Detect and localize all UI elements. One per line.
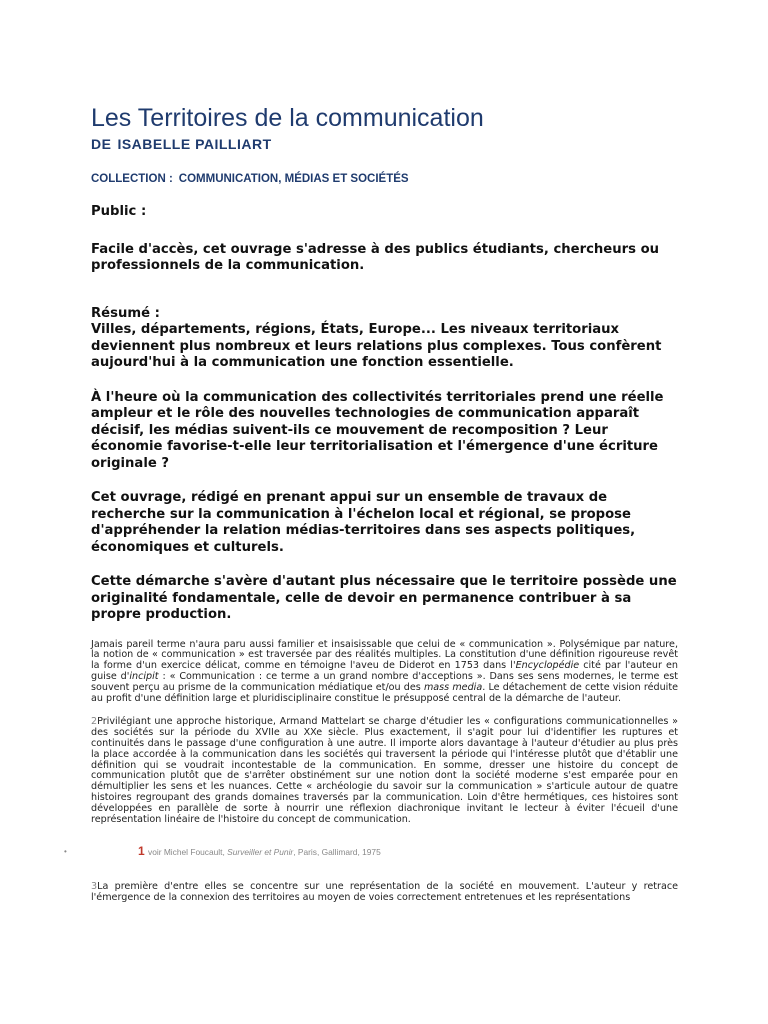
- footnote-book-title: Surveiller et Punir: [227, 847, 294, 857]
- author-prefix: DE: [91, 136, 112, 152]
- footnote-text: [148, 847, 381, 857]
- collection-name: COMMUNICATION, MÉDIAS ET SOCIÉTÉS: [178, 173, 409, 185]
- bullet-icon: •: [64, 847, 67, 856]
- collection-label: COLLECTION :: [91, 173, 173, 185]
- resume-paragraph-3: Cet ouvrage, rédigé en prenant appui sur un ensemble de travaux de recherche sur la communication à l'échelon local et régional, se propose d'appréhender la relation médias-territoires dans ses aspects politiques, économiques et culturels.: [91, 490, 636, 555]
- body-text: : « Communication : ce terme a un grand nombre d'acceptions ». Dans ses sens modernes, le terme est souvent perçu au prisme de la communication médiatique et/ou des: [91, 671, 679, 694]
- page-title: Les Territoires de la communication: [91, 104, 484, 132]
- collection-line: [91, 173, 678, 185]
- body-italic: mass media: [423, 682, 483, 694]
- body-italic: Encyclopédie: [515, 660, 580, 672]
- body-text: Jamais pareil terme n'aura paru aussi familier et insaisissable que celui de « communication ». Polysémique par nature, la notion de « communication » est traversée par des réalités multiples. La constitution d'une définition rigoureuse revêt la forme d'un exercice délicat, comme en témoigne l'aveu de Diderot en 1753 dans l': [91, 638, 678, 672]
- resume-paragraph-1: Villes, départements, régions, États, Europe... Les niveaux territoriaux deviennent plus nombreux et leurs relations plus complexes. Tous confèrent aujourd'hui à la communication une fonction essentielle.: [91, 322, 662, 370]
- paragraph-number[interactable]: 3: [91, 881, 98, 892]
- footnote: [64, 844, 678, 859]
- public-heading: Public :: [91, 204, 147, 219]
- footnote-text-part: voir Michel Foucault,: [148, 847, 228, 857]
- resume-section: [91, 306, 678, 372]
- body-paragraph-1: [91, 640, 678, 705]
- body-paragraph-2: [91, 717, 678, 826]
- body-text: La première d'entre elles se concentre sur une représentation de la société en mouvement. L'auteur y retrace l'émergence de la connexion des territoires au moyen de voies correctement entretenues et les représentations: [91, 881, 678, 903]
- footnote-text-part: , Paris, Gallimard, 1975: [293, 847, 381, 857]
- document-page: [64, 104, 679, 904]
- author-name: ISABELLE PAILLIART: [117, 136, 272, 152]
- public-text: Facile d'accès, cet ouvrage s'adresse à des publics étudiants, chercheurs ou professionnels de la communication.: [91, 241, 660, 273]
- paragraph-number[interactable]: 2: [91, 715, 98, 727]
- resume-heading: Résumé :: [91, 305, 160, 321]
- resume-paragraph-4: Cette démarche s'avère d'autant plus nécessaire que le territoire possède une originalité fondamentale, celle de devoir en permanence contribuer à sa propre production.: [91, 574, 677, 622]
- body-text: Privilégiant une approche historique, Armand Mattelart se charge d'étudier les « configurations communicationnelles » des sociétés sur la période du XVIIe au XXe siècle. Plus exactement, il s'agit pour lui d'identifier les ruptures et continuités dans le passage d'une configuration à une autre. Il importe alors davantage à l'auteur d'étudier au plus près la place accordée à la communication dans les sociétés qui traversent la période qui l'intéresse plutôt que d'établir une définition qui se voudrait incontestable de la communication. En somme, dresser une histoire du concept de communication plutôt que de s'arrêter obstinément sur une notion dont la société moderne s'est emparée pour en démultiplier les sens et les nuances. Cette « archéologie du savoir sur la communication » s'articule autour de quatre histoires regroupant des grands domaines traversés par la communication. Loin d'être hermétiques, ces histoires sont développées en parallèle de sorte à nourrir une réflexion diachronique invitant le lecteur à éviter l'écueil d'une représentation linéaire de l'histoire du concept de communication.: [91, 715, 678, 826]
- body-text: cité par l'auteur en guise d': [91, 660, 678, 683]
- body-italic: incipit: [129, 671, 159, 683]
- body-text: . Le détachement de cette vision réduite au profit d'une définition large et pluridisciplinaire constitue le présupposé central de la démarche de l'auteur.: [91, 682, 679, 705]
- body-paragraph-3: [91, 882, 678, 904]
- resume-paragraph-2: À l'heure où la communication des collectivités territoriales prend une réelle ampleur et le rôle des nouvelles technologies de communication apparaît décisif, les médias suivent-ils ce mouvement de recomposition ? Leur économie favorise-t-elle leur territorialisation et l'émergence d'une écriture originale ?: [91, 389, 664, 471]
- author-line: [91, 136, 678, 152]
- footnote-number[interactable]: 1: [138, 844, 145, 858]
